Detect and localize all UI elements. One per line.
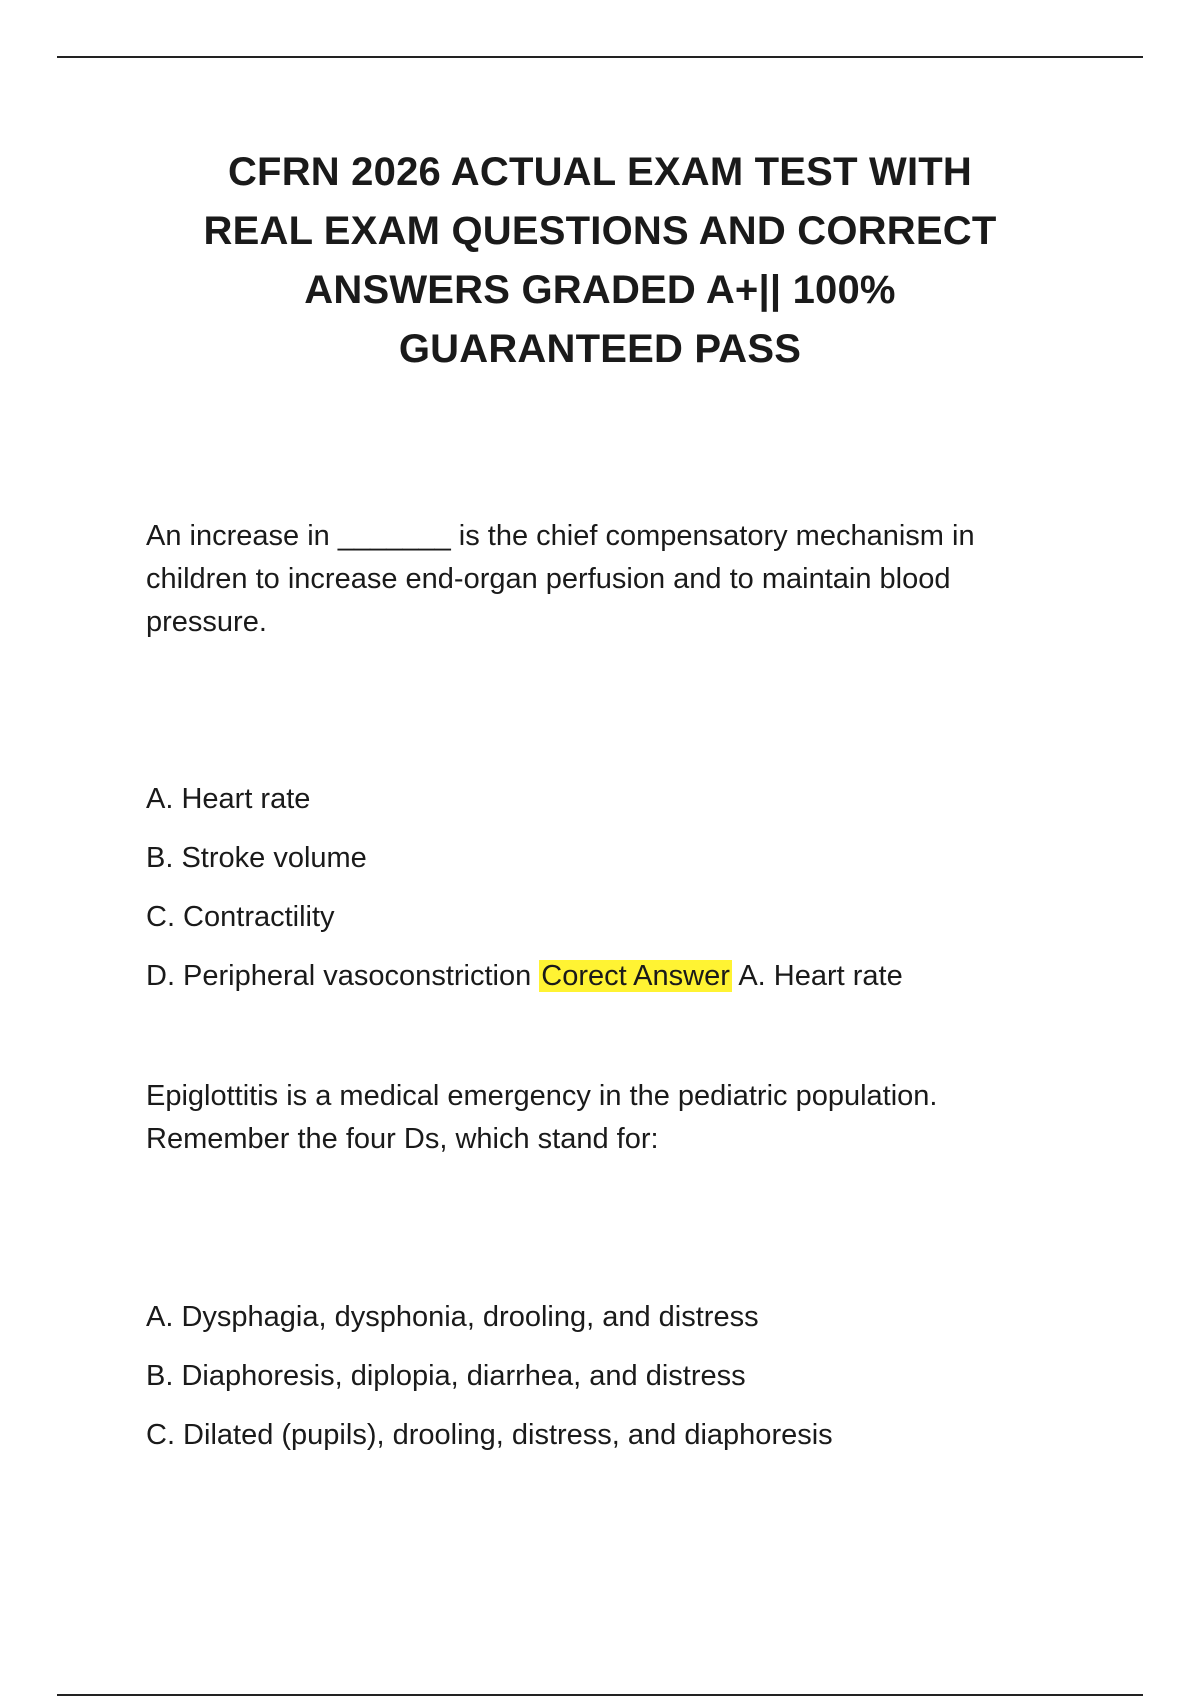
top-rule bbox=[57, 56, 1143, 58]
title-line: ANSWERS GRADED A+|| 100% bbox=[304, 268, 896, 312]
option-d: D. Peripheral vasoconstriction bbox=[146, 960, 532, 992]
question-2-options bbox=[146, 1296, 1106, 1473]
correct-answer-text: A. Heart rate bbox=[738, 960, 903, 992]
option-c: C. Dilated (pupils), drooling, distress, and diaphoresis bbox=[146, 1419, 833, 1451]
question-2-text bbox=[146, 1075, 1106, 1161]
title-line: REAL EXAM QUESTIONS AND CORRECT bbox=[203, 209, 997, 253]
title-line: CFRN 2026 ACTUAL EXAM TEST WITH bbox=[227, 150, 973, 194]
option-d-with-answer bbox=[146, 955, 1106, 1014]
option-a: A. Dysphagia, dysphonia, drooling, and distress bbox=[146, 1301, 759, 1333]
question-line: Remember the four Ds, which stand for: bbox=[146, 1123, 659, 1155]
question-1-text bbox=[146, 515, 1106, 644]
question-line: An increase in _______ is the chief compensatory mechanism in bbox=[146, 520, 975, 552]
question-line: pressure. bbox=[146, 606, 267, 638]
option-c: C. Contractility bbox=[146, 901, 335, 933]
option-b: B. Stroke volume bbox=[146, 842, 367, 874]
option-a: A. Heart rate bbox=[146, 783, 311, 815]
question-line: Epiglottitis is a medical emergency in the pediatric population. bbox=[146, 1080, 938, 1112]
question-1-options bbox=[146, 778, 1106, 1014]
correct-answer-label: Corect Answer bbox=[541, 960, 730, 992]
title-line: GUARANTEED PASS bbox=[398, 327, 802, 371]
option-b: B. Diaphoresis, diplopia, diarrhea, and distress bbox=[146, 1360, 746, 1392]
bottom-rule bbox=[57, 1694, 1143, 1696]
question-line: children to increase end-organ perfusion and to maintain blood bbox=[146, 563, 951, 595]
document-title bbox=[150, 143, 1050, 379]
